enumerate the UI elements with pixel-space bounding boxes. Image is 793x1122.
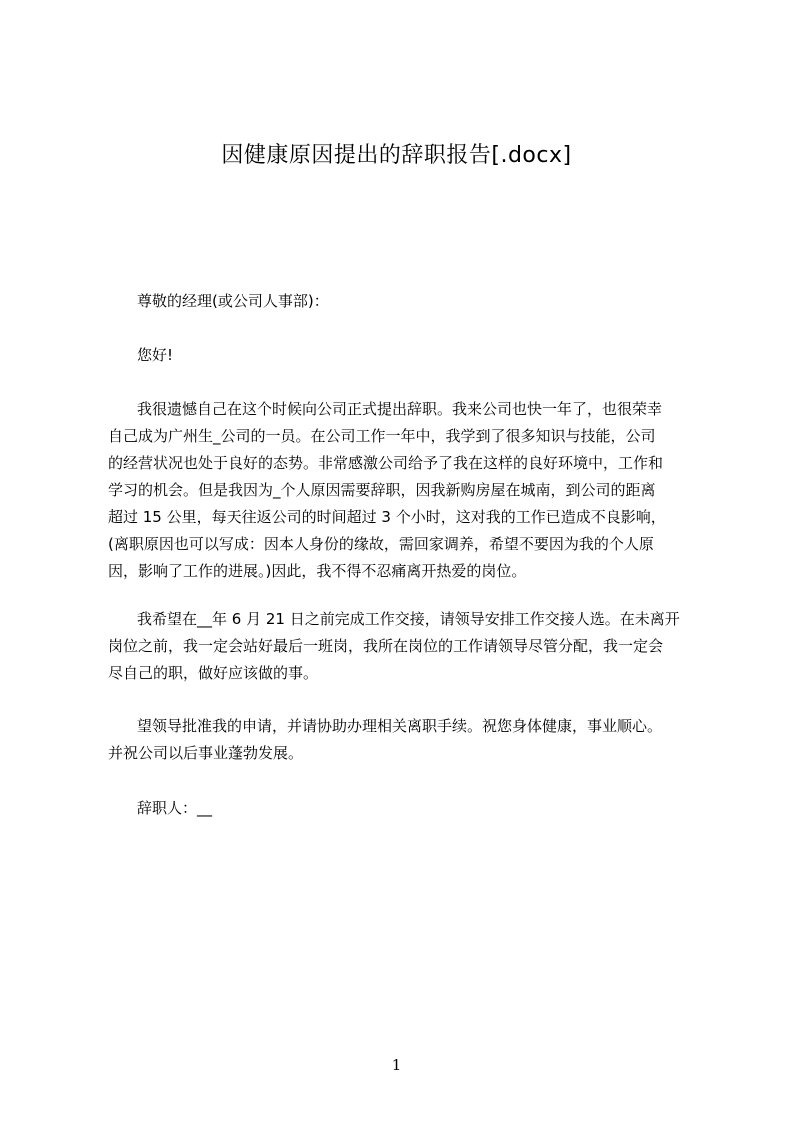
hello-line: 您好! [137, 346, 174, 364]
signature-line: 辞职人：__ [137, 799, 213, 817]
paragraph-line: 望领导批准我的申请，并请协助办理相关离职手续。祝您身体健康，事业顺心。 [137, 717, 663, 735]
paragraph-line: 并祝公司以后事业蓬勃发展。 [108, 744, 304, 762]
paragraph-line: 学习的机会。但是我因为_个人原因需要辞职，因我新购房屋在城南，到公司的距离 [108, 481, 656, 499]
paragraph-line: 我很遗憾自己在这个时候向公司正式提出辞职。我来公司也快一年了，也很荣幸 [137, 400, 663, 418]
paragraph-line: (离职原因也可以写成：因本人身份的缘故，需回家调养，希望不要因为我的个人原 [108, 535, 654, 553]
page-number: 1 [391, 1056, 402, 1074]
paragraph-line: 自己成为广州生_公司的一员。在公司工作一年中，我学到了很多知识与技能，公司 [108, 427, 656, 445]
paragraph-line: 尽自己的职，做好应该做的事。 [108, 664, 319, 682]
paragraph-line: 的经营状况也处于良好的态势。非常感激公司给予了我在这样的良好环境中，工作和 [108, 454, 664, 472]
paragraph-line: 岗位之前，我一定会站好最后一班岗，我所在岗位的工作请领导尽管分配，我一定会 [108, 637, 664, 655]
paragraph-line: 因，影响了工作的进展。)因此，我不得不忍痛离开热爱的岗位。 [108, 562, 527, 580]
paragraph-line: 我希望在__年 6 月 21 日之前完成工作交接，请领导安排工作交接人选。在未离开 [137, 610, 680, 628]
greeting: 尊敬的经理(或公司人事部)： [137, 292, 329, 310]
paragraph-line: 超过 15 公里，每天往返公司的时间超过 3 个小时，这对我的工作已造成不良影响， [108, 508, 666, 526]
document-title: 因健康原因提出的辞职报告[.docx] [221, 143, 572, 168]
